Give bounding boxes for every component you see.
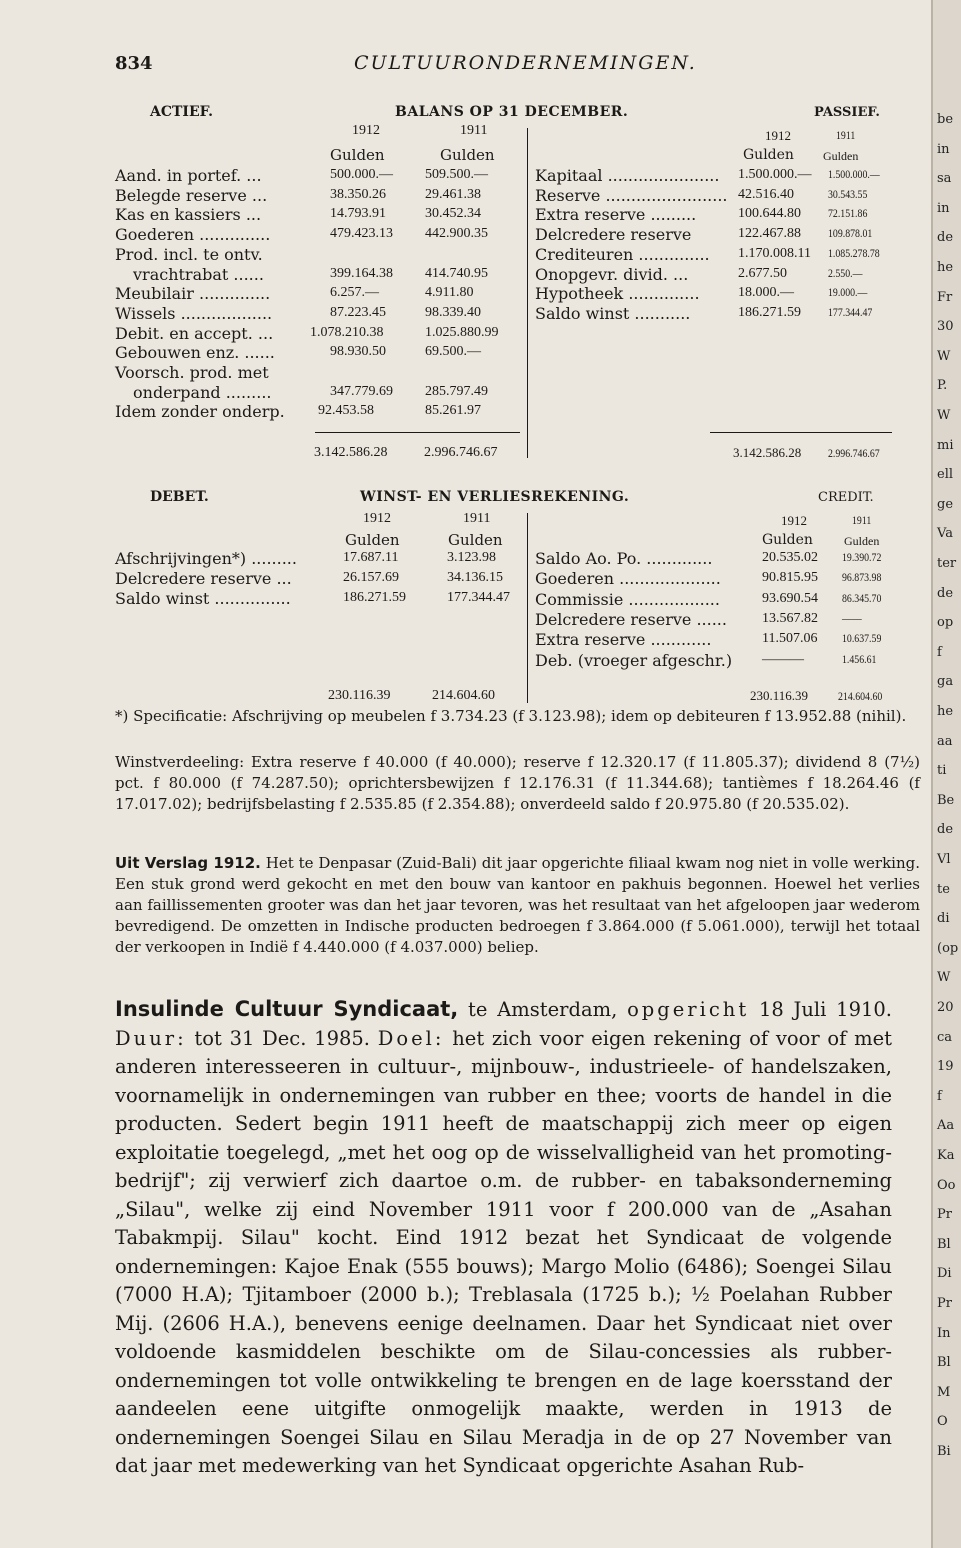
margin-fragment: W — [937, 970, 951, 986]
activa-row-value-1911: 414.740.95 — [425, 265, 488, 281]
activa-row-value-1912: 500.000.— — [330, 167, 393, 182]
credit-unit-1912: Gulden — [762, 532, 813, 548]
credit-row-label: Deb. (vroeger afgeschr.) — [535, 650, 733, 670]
winst-title: WINST- EN VERLIESREKENING. — [360, 489, 630, 505]
passiva-row-value-1912: 18.000.— — [738, 285, 794, 301]
margin-fragment: M — [937, 1384, 951, 1400]
activa-row-value-1912: 6.257.— — [330, 285, 379, 301]
debet-row-label: Delcredere reserve ... — [115, 569, 292, 588]
margin-fragment: Di — [937, 1266, 952, 1282]
activa-row-value-1912: 479.423.13 — [330, 226, 393, 242]
margin-fragment: de — [937, 822, 954, 838]
credit-row-value-1912: ——— — [762, 651, 804, 667]
verslag-paragraph — [115, 853, 920, 958]
debet-row-label: Afschrijvingen*) ......... — [115, 549, 297, 568]
debet-unit-1911: Gulden — [448, 531, 503, 549]
credit-year-1912: 1912 — [781, 513, 807, 528]
margin-fragment: op — [937, 615, 954, 631]
credit-row-value-1912: 90.815.95 — [762, 570, 818, 586]
debet-row-label: Saldo winst ............... — [115, 589, 291, 608]
specificatie-note: *) Specificatie: Afschrijving op meubelen f 3.734.23 (f 3.123.98); idem op debiteuren f 13.952.88 (nihil). — [115, 707, 907, 725]
insulinde-location: te Amsterdam, — [468, 998, 618, 1021]
margin-fragment: Pr — [937, 1296, 952, 1311]
debet-total-1912: 230.116.39 — [328, 688, 391, 703]
opgericht-label: opgericht — [627, 998, 750, 1021]
activa-row-value-1911: 98.339.40 — [425, 304, 481, 320]
activa-year-1911: 1911 — [460, 123, 488, 138]
credit-row-value-1911: —— — [842, 610, 862, 625]
credit-row-value-1911: 1.456.61 — [842, 651, 877, 666]
passiva-row-label: Reserve ........................ — [535, 185, 728, 205]
credit-heading: CREDIT. — [818, 490, 874, 505]
margin-fragment: f — [937, 1088, 942, 1104]
activa-row-label: onderpand ......... — [133, 382, 272, 402]
activa-row-value-1911: 85.261.97 — [425, 403, 481, 419]
passiva-row-value-1911: 30.543.55 — [828, 186, 868, 201]
margin-fragment: ell — [937, 467, 954, 483]
activa-row-label: Aand. in portef. ... — [115, 166, 262, 185]
passiva-row-value-1912: 186.271.59 — [738, 304, 801, 320]
passiva-row-value-1912: 122.467.88 — [738, 226, 801, 242]
activa-row-value-1912: 347.779.69 — [330, 383, 393, 399]
passiva-row-value-1912: 100.644.80 — [738, 206, 801, 222]
margin-fragment: Vl — [937, 852, 951, 867]
verslag-lead: Uit Verslag 1912. — [115, 854, 261, 872]
passief-heading: PASSIEF. — [814, 105, 880, 120]
credit-row-value-1911: 96.873.98 — [842, 570, 882, 585]
debet-heading: DEBET. — [150, 489, 209, 505]
activa-row-value-1912: 399.164.38 — [330, 265, 393, 281]
credit-row-value-1912: 11.507.06 — [762, 631, 818, 647]
margin-fragment: in — [937, 141, 950, 157]
debet-row-value-1912: 186.271.59 — [343, 590, 406, 605]
passiva-row-value-1912: 1.500.000.— — [738, 167, 812, 182]
activa-row-value-1911: 285.797.49 — [425, 383, 488, 399]
margin-fragment: Fr — [937, 289, 953, 305]
credit-row-label: Delcredere reserve ...... — [535, 609, 727, 629]
activa-row-label: Goederen .............. — [115, 225, 271, 245]
passiva-row-label: Hypotheek .............. — [535, 284, 700, 304]
margin-fragment: be — [937, 112, 954, 127]
passiva-year-1911: 1911 — [836, 128, 856, 142]
balance-divider — [527, 128, 528, 458]
margin-fragment: O — [937, 1414, 948, 1430]
margin-fragment: ge — [937, 496, 954, 512]
passiva-row-value-1911: 1.085.278.78 — [828, 245, 880, 260]
credit-row-label: Saldo Ao. Po. ............. — [535, 549, 713, 568]
duur-label: Duur: — [115, 1026, 187, 1050]
passiva-row-label: Extra reserve ......... — [535, 205, 697, 225]
passiva-total-1912: 3.142.586.28 — [733, 445, 802, 460]
margin-fragment: Bl — [937, 1236, 951, 1252]
activa-total-rule — [315, 432, 520, 433]
passiva-row-value-1911: 72.151.86 — [828, 206, 868, 221]
debet-row-value-1912: 17.687.11 — [343, 550, 399, 565]
activa-row-value-1912: 98.930.50 — [330, 344, 386, 360]
margin-fragment: di — [937, 911, 950, 927]
activa-total-1911: 2.996.746.67 — [424, 445, 498, 460]
debet-total-1911: 214.604.60 — [432, 688, 495, 703]
passiva-unit-1911: Gulden — [823, 149, 859, 163]
running-title: CULTUURONDERNEMINGEN. — [354, 52, 697, 74]
activa-row-label: Debit. en accept. ... — [115, 323, 274, 343]
activa-row-label: Belegde reserve ... — [115, 185, 268, 205]
activa-row-value-1912: 87.223.45 — [330, 304, 386, 320]
passiva-row-value-1911: 19.000.— — [828, 285, 868, 300]
page-number: 834 — [115, 53, 153, 74]
debet-row-value-1911: 34.136.15 — [447, 570, 503, 585]
doel-label: Doel: — [377, 1026, 445, 1050]
margin-fragment: W — [937, 348, 951, 364]
activa-row-label: Voorsch. prod. met — [115, 363, 269, 382]
credit-row-value-1911: 10.637.59 — [842, 631, 882, 646]
debet-year-1911: 1911 — [463, 511, 491, 526]
duur-value: tot 31 Dec. 1985. — [194, 1026, 370, 1050]
activa-row-value-1912: 92.453.58 — [318, 403, 374, 419]
winstverdeeling-note: Winstverdeeling: Extra reserve f 40.000 (f 40.000); reserve f 12.320.17 (f 11.805.37); dividend 8 (7½) pct. f 80.000 (f 74.287.50); oprichtersbewijzen f 12.176.31 (f 11.344.68); tantièmes f 18.264.46 (f 17.017.02); bedrijfsbelasting f 2.535.85 (f 2.354.88); onverdeeld saldo f 20.975.80 (f 20.535.02). — [115, 753, 920, 813]
margin-fragment: P. — [937, 378, 948, 394]
margin-fragment: sa — [937, 171, 952, 187]
verslag-text: Het te Denpasar (Zuid-Bali) dit jaar opgerichte filiaal kwam nog niet in volle werking. Een stuk grond werd gekocht en met den bouw van kantoor en pakhuis begonnen. Hoewel het verlies aan faillissementen grooter was dan het jaar tevoren, was het resultaat van het afgeloopen jaar wederom bevredigend. De omzetten in Indische producten bedroegen f 3.864.000 (f 5.061.000), terwijl het totaal der verkoopen in Indië f 4.440.000 (f 4.037.000) beliep. — [115, 854, 920, 956]
activa-row-value-1911: 29.461.38 — [425, 186, 481, 202]
debet-unit-1912: Gulden — [345, 531, 400, 549]
credit-total-1911: 214.604.60 — [838, 689, 883, 703]
passiva-row-value-1912: 1.170.008.11 — [738, 245, 811, 261]
margin-fragment: in — [937, 200, 950, 216]
passiva-row-label: Kapitaal ...................... — [535, 166, 720, 185]
credit-year-1911: 1911 — [852, 513, 872, 527]
credit-row-value-1911: 19.390.72 — [842, 550, 882, 564]
facing-page-margin — [931, 0, 961, 1548]
passiva-row-label: Onopgevr. divid. ... — [535, 264, 689, 284]
margin-fragment: Va — [937, 526, 953, 542]
credit-row-label: Goederen .................... — [535, 569, 721, 589]
margin-fragment: aa — [937, 733, 953, 749]
margin-fragment: te — [937, 881, 950, 897]
margin-fragment: ca — [937, 1029, 953, 1045]
activa-row-label: Kas en kassiers ... — [115, 205, 262, 225]
activa-row-label: Prod. incl. te ontv. — [115, 244, 263, 264]
margin-fragment: Bl — [937, 1355, 951, 1371]
balance-title: BALANS OP 31 DECEMBER. — [395, 104, 629, 120]
passiva-row-value-1911: 1.500.000.— — [828, 167, 880, 181]
margin-fragment: ti — [937, 763, 947, 779]
credit-row-value-1912: 20.535.02 — [762, 550, 818, 565]
margin-fragment: f — [937, 644, 942, 660]
activa-unit-1912: Gulden — [330, 146, 385, 164]
credit-unit-1911: Gulden — [844, 534, 880, 548]
margin-fragment: 19 — [937, 1059, 954, 1075]
debet-row-value-1912: 26.157.69 — [343, 570, 399, 585]
credit-row-label: Commissie .................. — [535, 589, 720, 609]
margin-fragment: W — [937, 408, 951, 423]
activa-row-value-1912: 1.078.210.38 — [310, 324, 384, 340]
activa-row-value-1911: 69.500.— — [425, 344, 481, 360]
margin-fragment: (op — [937, 940, 959, 956]
activa-row-value-1911: 30.452.34 — [425, 206, 481, 222]
passiva-row-value-1912: 42.516.40 — [738, 186, 794, 202]
passiva-row-label: Saldo winst ........... — [535, 303, 691, 323]
passiva-row-label: Delcredere reserve — [535, 225, 692, 245]
passiva-row-value-1911: 109.878.01 — [828, 226, 873, 241]
margin-fragment: he — [937, 260, 954, 275]
credit-row-value-1912: 93.690.54 — [762, 590, 818, 606]
activa-row-label: Idem zonder onderp. — [115, 402, 285, 422]
margin-fragment: he — [937, 704, 954, 719]
passiva-row-label: Crediteuren .............. — [535, 244, 710, 264]
margin-fragment: mi — [937, 437, 954, 453]
debet-row-value-1911: 3.123.98 — [447, 550, 496, 565]
passiva-unit-1912: Gulden — [743, 147, 794, 163]
debet-year-1912: 1912 — [363, 511, 391, 526]
opgericht-value: 18 Juli 1910. — [758, 998, 893, 1021]
margin-fragment: Bi — [937, 1444, 951, 1459]
passiva-total-rule — [710, 432, 892, 433]
activa-total-1912: 3.142.586.28 — [314, 445, 388, 460]
debet-row-value-1911: 177.344.47 — [447, 590, 510, 605]
margin-fragment: ter — [937, 556, 957, 571]
activa-row-value-1912: 38.350.26 — [330, 186, 386, 202]
margin-fragment: de — [937, 230, 954, 246]
activa-row-label: Wissels .................. — [115, 303, 273, 323]
activa-row-value-1911: 442.900.35 — [425, 226, 488, 242]
credit-total-1912: 230.116.39 — [750, 688, 809, 703]
passiva-year-1912: 1912 — [765, 128, 791, 143]
activa-unit-1911: Gulden — [440, 146, 495, 164]
activa-row-label: Gebouwen enz. ...... — [115, 343, 275, 363]
margin-fragment: ga — [937, 674, 954, 690]
insulinde-name: Insulinde Cultuur Syndicaat, — [115, 997, 459, 1021]
activa-row-label: Meubilair .............. — [115, 284, 271, 304]
credit-row-value-1912: 13.567.82 — [762, 610, 818, 626]
insulinde-entry — [115, 995, 892, 1481]
margin-fragment: de — [937, 585, 954, 601]
activa-year-1912: 1912 — [352, 123, 380, 138]
margin-fragment: In — [937, 1325, 951, 1341]
passiva-row-value-1911: 2.550.— — [828, 265, 863, 280]
passiva-row-value-1912: 2.677.50 — [738, 265, 787, 281]
actief-heading: ACTIEF. — [150, 104, 214, 120]
margin-fragment: 20 — [937, 1000, 954, 1015]
margin-fragment: Aa — [937, 1118, 955, 1134]
credit-row-value-1911: 86.345.70 — [842, 590, 882, 605]
credit-row-label: Extra reserve ............ — [535, 630, 712, 650]
margin-fragment: Ka — [937, 1148, 955, 1163]
margin-fragment: Oo — [937, 1177, 956, 1193]
activa-row-value-1911: 1.025.880.99 — [425, 324, 499, 340]
margin-fragment: Be — [937, 792, 955, 808]
passiva-row-value-1911: 177.344.47 — [828, 304, 873, 319]
margin-fragment: Pr — [937, 1207, 952, 1223]
margin-fragment: 30 — [937, 319, 954, 335]
passiva-total-1911: 2.996.746.67 — [828, 446, 880, 460]
winst-divider — [527, 513, 528, 703]
activa-row-value-1911: 509.500.— — [425, 167, 488, 182]
activa-row-label: vrachtrabat ...... — [133, 264, 264, 284]
doel-value: het zich voor eigen rekening of voor of met anderen interesseeren in cultuur-, mijnbouw-, industrieele- of handelszaken, voornamelijk in ondernemingen van rubber en thee; voorts de handel in die producten. Sedert begin 1911 heeft de maatschappij zich meer op eigen exploitatie toegelegd, „met het oog op de wisselvalligheid van het promoting-bedrijf"; zij verwierf zich daartoe o.m. de rubber- en tabaksonderneming „Silau", welke zij eind November 1911 voor f 200.000 van de „Asahan Tabakmpij. Silau" kocht. Eind 1912 bezat het Syndicaat de volgende ondernemingen: Kajoe Enak (555 bouws); Margo Molio (6486); Soengei Silau (7000 H.A); Tjitamboer (2000 b.); Treblasala (1725 b.); ½ Poelahan Rubber Mij. (2606 H.A.), benevens eenige deelnamen. Daar het Syndicaat niet over voldoende kasmiddelen beschikte om de Silau-concessies als rubber-ondernemingen tot volle ontwikkeling te brengen en de lage koersstand der aandeelen eene uitgifte onmogelijk maakte, werden in 1913 de ondernemingen Soengei Silau en Silau Meradja in de op 27 November van dat jaar met medewerking van het Syndicaat opgerichte Asahan Rub- — [115, 1026, 892, 1477]
activa-row-value-1912: 14.793.91 — [330, 206, 386, 222]
activa-row-value-1911: 4.911.80 — [425, 285, 474, 301]
